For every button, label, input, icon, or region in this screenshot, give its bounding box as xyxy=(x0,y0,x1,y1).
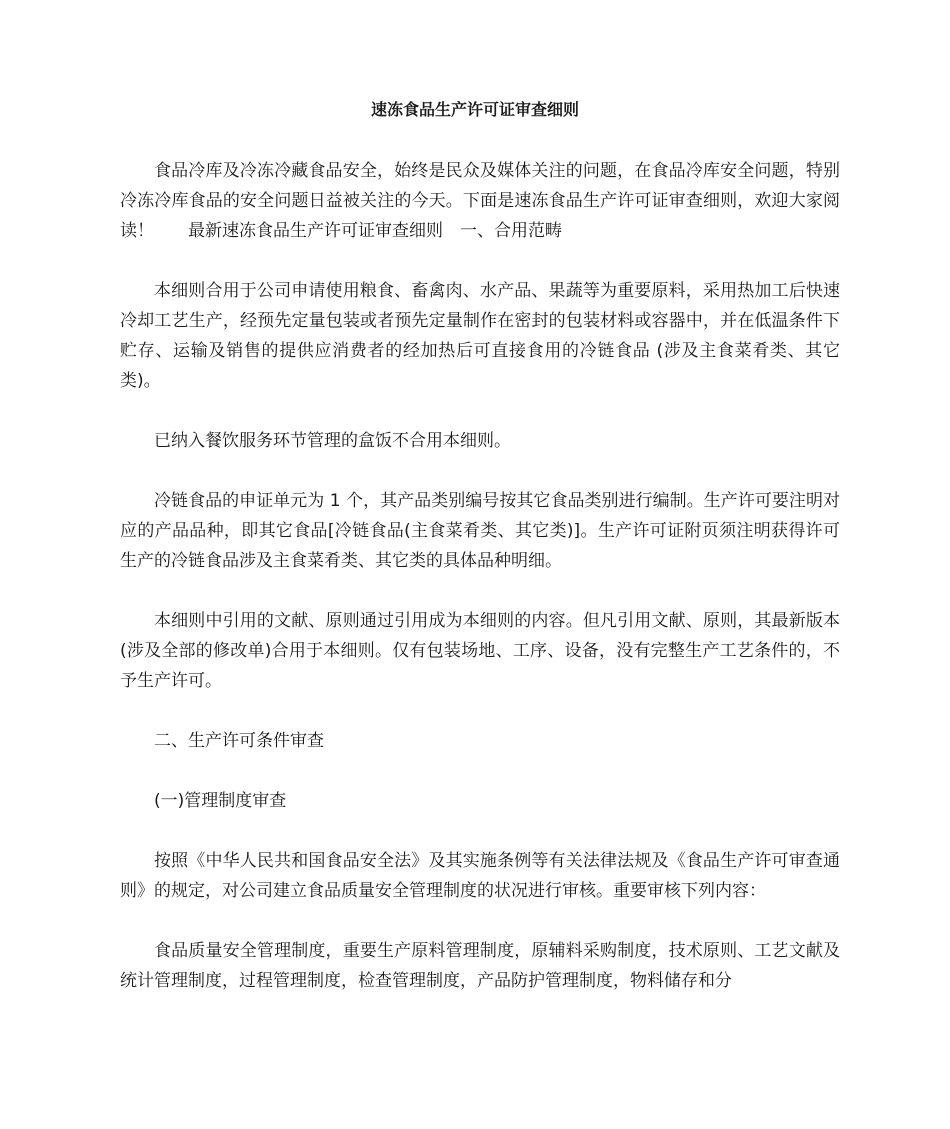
paragraph-management-review: 按照《中华人民共和国食品安全法》及其实施条例等有关法律法规及《食品生产许可审查通则》的规定，对公司建立食品质量安全管理制度的状况进行审核。重要审核下列内容： xyxy=(120,851,840,901)
section-heading-conditions: 二、生产许可条件审查 xyxy=(154,731,324,751)
paragraph-exclusion: 已纳入餐饮服务环节管理的盒饭不合用本细则。 xyxy=(154,431,511,451)
paragraph-certification-unit: 冷链食品的申证单元为 1 个，其产品类别编号按其它食品类别进行编制。生产许可要注明对应的产品品种，即其它食品[冷链食品(主食菜肴类、其它类)]。生产许可证附页须注明获得许可生产的冷链食品涉及主食菜肴类、其它类的具体品种明细。 xyxy=(120,491,840,571)
paragraph-references: 本细则中引用的文献、原则通过引用成为本细则的内容。但凡引用文献、原则，其最新版本(涉及全部的修改单)合用于本细则。仅有包装场地、工序、设备，没有完整生产工艺条件的，不予生产许可。 xyxy=(120,611,840,691)
subsection-heading-management: (一)管理制度审查 xyxy=(154,791,287,811)
paragraph-scope: 本细则合用于公司申请使用粮食、畜禽肉、水产品、果蔬等为重要原料，采用热加工后快速冷却工艺生产，经预先定量包装或者预先定量制作在密封的包装材料或容器中，并在低温条件下贮存、运输及销售的提供应消费者的经加热后可直接食用的冷链食品 (涉及主食菜肴类、其它类)。 xyxy=(120,281,840,391)
paragraph-intro: 食品冷库及冷冻冷藏食品安全，始终是民众及媒体关注的问题，在食品冷库安全问题，特别冷冻冷库食品的安全问题日益被关注的今天。下面是速冻食品生产许可证审查细则，欢迎大家阅读！ 最新速冻食品生产许可证审查细则 一、合用范畴 xyxy=(120,161,840,241)
document-title: 速冻食品生产许可证审查细则 xyxy=(370,100,579,119)
paragraph-management-systems: 食品质量安全管理制度，重要生产原料管理制度，原辅料采购制度，技术原则、工艺文献及统计管理制度，过程管理制度，检查管理制度，产品防护管理制度，物料储存和分 xyxy=(120,941,840,991)
document-body xyxy=(120,156,840,996)
